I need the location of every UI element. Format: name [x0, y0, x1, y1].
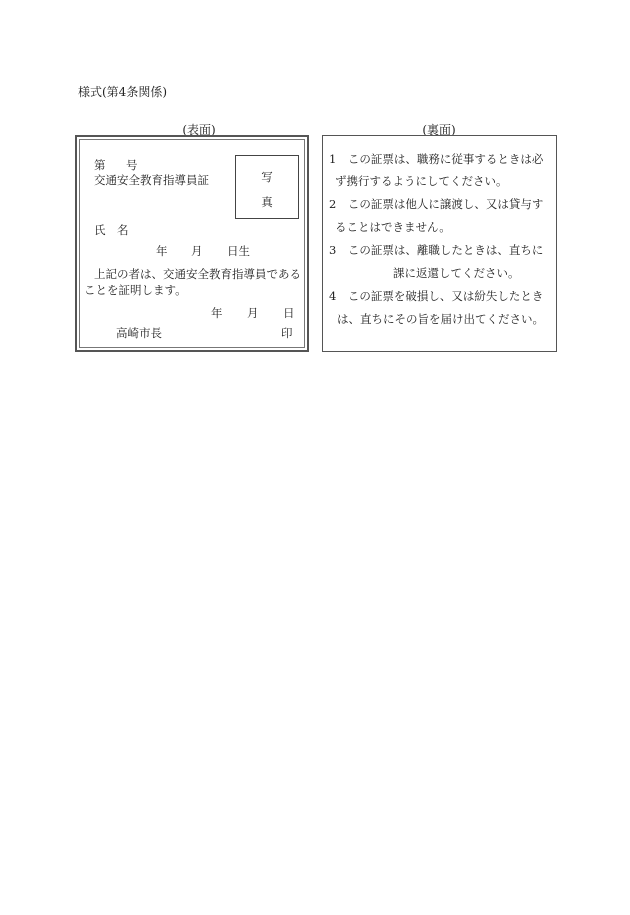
card-front-inner-border	[79, 139, 305, 348]
back-line-1: 1 この証票は、職務に従事するときは必	[329, 152, 544, 166]
seal-mark: 印	[281, 326, 293, 340]
issuer: 高崎市長	[116, 326, 162, 340]
card-front	[75, 135, 309, 352]
number-suffix: 号	[126, 158, 138, 172]
back-line-4: ることはできません。	[335, 220, 451, 234]
back-line-7: 4 この証票を破損し、又は紛失したとき	[329, 289, 544, 303]
back-line-6: 課に返還してください。	[393, 266, 520, 280]
card-back	[322, 135, 557, 352]
photo-label-2: 真	[261, 195, 273, 209]
name-label: 氏 名	[94, 223, 129, 237]
back-caption: (裏面)	[422, 123, 456, 137]
certify-line-2: ことを証明します。	[84, 283, 187, 297]
date-day: 日	[283, 306, 295, 320]
birth-year: 年	[156, 244, 168, 258]
photo-box	[235, 155, 299, 219]
card-name: 交通安全教育指導員証	[94, 173, 209, 187]
photo-label-1: 写	[261, 170, 273, 184]
birth-day: 日生	[227, 244, 250, 258]
date-year: 年	[211, 306, 223, 320]
back-line-2: ず携行するようにしてください。	[335, 174, 508, 188]
back-line-5: 3 この証票は、離職したときは、直ちに	[329, 243, 544, 257]
certify-line-1: 上記の者は、交通安全教育指導員である	[94, 267, 301, 281]
back-line-8: は、直ちにその旨を届け出てください。	[337, 312, 544, 326]
form-title: 様式(第4条関係)	[78, 85, 167, 99]
front-caption: (表面)	[182, 123, 216, 137]
date-month: 月	[247, 306, 259, 320]
back-line-3: 2 この証票は他人に譲渡し、又は貸与す	[329, 197, 544, 211]
birth-month: 月	[191, 244, 203, 258]
number-prefix: 第	[94, 158, 106, 172]
